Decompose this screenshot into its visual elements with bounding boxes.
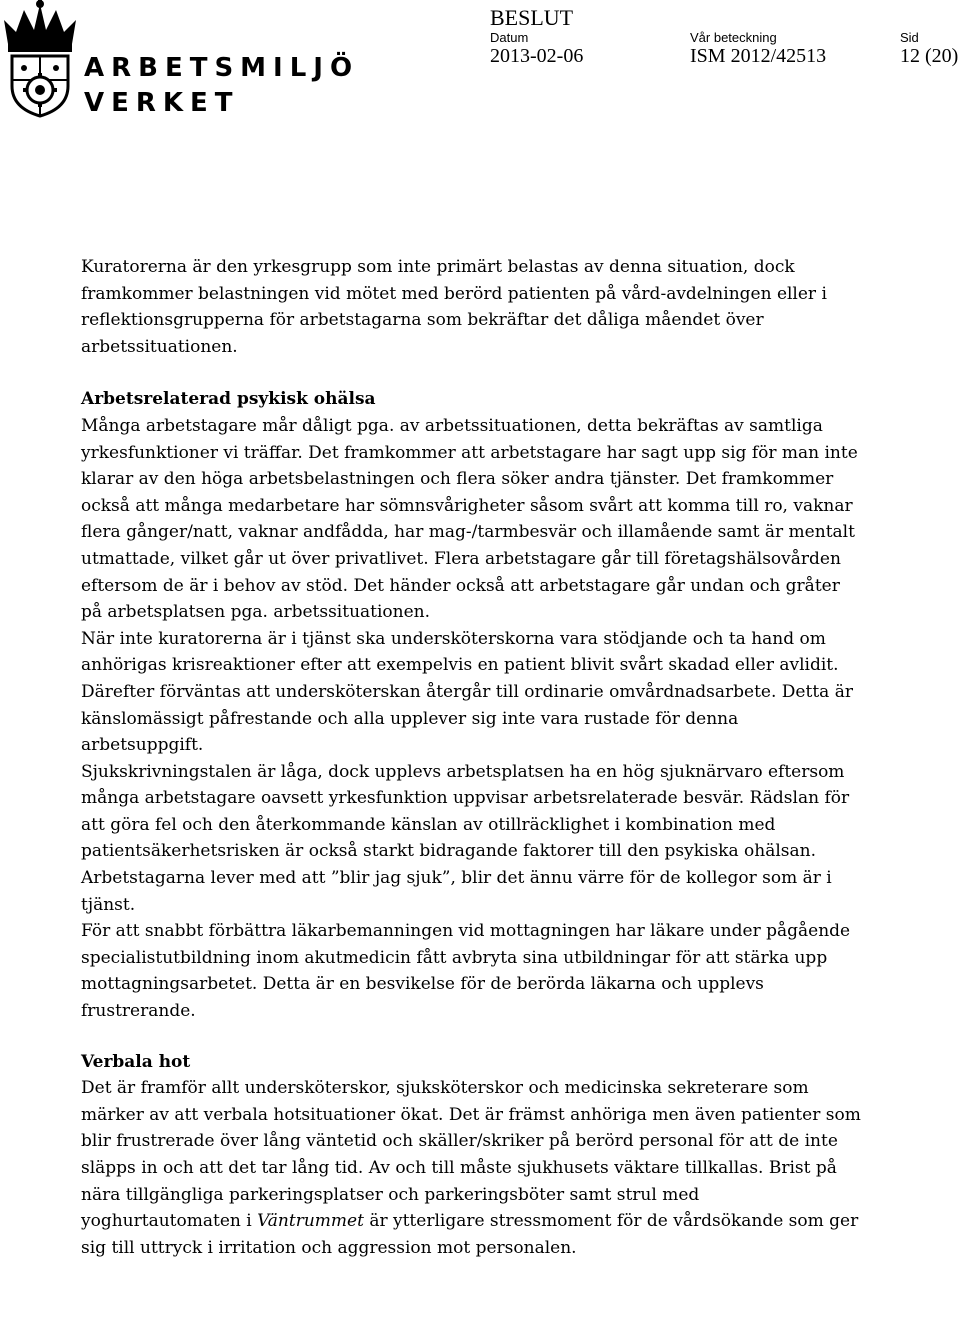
page-label: Sid: [900, 30, 919, 45]
reference-value: ISM 2012/42513: [690, 45, 827, 67]
logo-line-2: VERKET: [84, 88, 240, 118]
page-value: 12 (20): [900, 45, 959, 67]
date-label: Datum: [490, 30, 529, 45]
paragraph-assistant-nurses: När inte kuratorerna är i tjänst ska undersköterskorna vara stödjande och ta hand om anhörigas krisreaktioner efter att exempelvis en patient blivit svårt skadad eller avlidit. Därefter förväntas att undersköterskan återgår till ordinarie omvårdnadsarbete. Detta är känslomässigt påfrestande och alla upplever sig inte vara rustade för denna arbetsuppgift.: [81, 628, 853, 756]
document-body: [81, 254, 861, 1261]
paragraph-staff-wellbeing: Många arbetstagare mår dåligt pga. av arbetssituationen, detta bekräftas av samtliga yrkesfunktioner vi träffar. Det framkommer att arbetstagare har sagt upp sig för man inte klarar av den höga arbetsbelastningen och flera söker andra tjänster. Det framkommer också att många medarbetare har sömnsvårigheter såsom svårt att komma till ro, vaknar flera gånger/natt, vaknar andfådda, har mag-/tarmbesvär och illamående samt är mentalt utmattade, vilket går ut över privatlivet. Flera arbetstagare går till företagshälsovården eftersom de är i behov av stöd. Det händer också att arbetstagare går undan och gråter på arbetsplatsen pga. arbetssituationen.: [81, 415, 858, 623]
crown-emblem-icon: [0, 0, 80, 120]
date-value: 2013-02-06: [490, 45, 584, 67]
paragraph-verbal-threats-part-1: Det är framför allt undersköterskor, sjuksköterskor och medicinska sekreterare som märker av att verbala hotsituationer ökat. Det är främst anhöriga men även patienter som blir frustrerade över lång väntetid och skäller/skriker på berörd personal för att de inte släpps in och att det tar lång tid. Av och till måste sjukhusets väktare tillkallas. Brist på nära tillgängliga parkeringsplatser och parkeringsböter samt strul med yoghurtautomaten i: [81, 1078, 861, 1232]
heading-verbal-threats: Verbala hot: [81, 1051, 191, 1072]
paragraph-physicians: För att snabbt förbättra läkarbemanningen vid mottagningen har läkare under pågående specialistutbildning inom akutmedicin fått avbryta sina utbildningar för att stärka upp mottagningsarbetet. Detta är en besvikelse för de berörda läkarna och upplevs frustrerande.: [81, 921, 851, 1022]
paragraph-sick-leave: Sjukskrivningstalen är låga, dock upplevs arbetsplatsen ha en hög sjuknärvaro eftersom många arbetstagare oavsett yrkesfunktion uppvisar arbetsrelaterade besvär. Rädslan för att göra fel och den återkommande känslan av otillräcklighet i kombination med patientsäkerhetsrisken är också starkt bidragande faktorer till den psykiska ohälsan. Arbetstagarna lever med att ”blir jag sjuk”, blir det ännu värre för de kollegor som är i tjänst.: [81, 761, 850, 915]
waiting-room-term: Väntrummet: [257, 1211, 364, 1232]
reference-label: Vår beteckning: [690, 30, 777, 45]
paragraph-verbal-threats: [81, 1075, 861, 1261]
agency-logo: [0, 0, 360, 120]
paragraph-curators: Kuratorerna är den yrkesgrupp som inte primärt belastas av denna situation, dock framkommer belastningen vid mötet med berörd patienten på vård-avdelningen eller i reflektionsgrupperna för arbetstagarna som bekräftar det dåliga måendet över arbetssituationen.: [81, 257, 827, 357]
heading-psychosocial-health: Arbetsrelaterad psykisk ohälsa: [81, 389, 376, 410]
paragraph-verbal-threats-part-2: är ytterligare stressmoment för de vårdsökande som ger sig till uttryck i irritation och aggression mot personalen.: [81, 1211, 859, 1258]
document-header: [490, 0, 960, 80]
document-type: BESLUT: [490, 5, 574, 30]
logo-line-1: ARBETSMILJÖ: [84, 53, 360, 83]
